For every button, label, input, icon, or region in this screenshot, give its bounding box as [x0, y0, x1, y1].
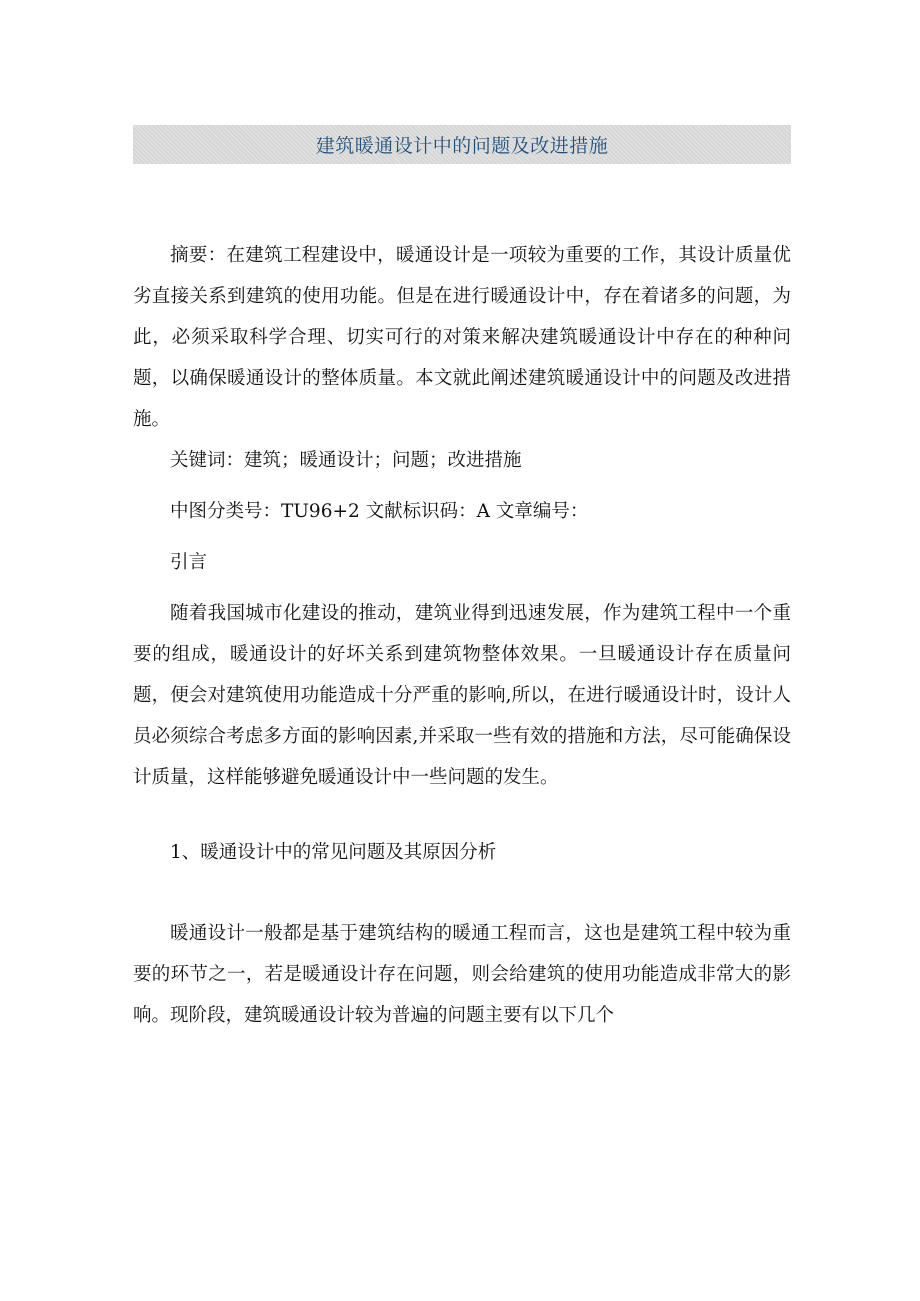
document-title: 建筑暖通设计中的问题及改进措施 [315, 135, 609, 157]
title-banner [133, 125, 791, 164]
abstract-paragraph: 摘要：在建筑工程建设中，暖通设计是一项较为重要的工作，其设计质量优劣直接关系到建筑的使用功能。但是在进行暖通设计中，存在着诸多的问题，为此，必须采取科学合理、切实可行的对策来解决建筑暖通设计中存在的种种问题，以确保暖通设计的整体质量。本文就此阐述建筑暖通设计中的问题及改进措施。 [133, 245, 791, 430]
intro-paragraph: 随着我国城市化建设的推动，建筑业得到迅速发展，作为建筑工程中一个重要的组成，暖通设计的好坏关系到建筑物整体效果。一旦暖通设计存在质量问题，便会对建筑使用功能造成十分严重的影响,所以，在进行暖通设计时，设计人员必须综合考虑多方面的影响因素,并采取一些有效的措施和方法，尽可能确保设计质量，这样能够避免暖通设计中一些问题的发生。 [133, 603, 791, 788]
intro-heading: 引言 [170, 552, 208, 573]
document-body [133, 235, 791, 1036]
section1-heading: 1、暖通设计中的常见问题及其原因分析 [170, 842, 497, 863]
keywords-line: 关键词：建筑；暖通设计；问题；改进措施 [170, 450, 522, 471]
section1-paragraph: 暖通设计一般都是基于建筑结构的暖通工程而言，这也是建筑工程中较为重要的环节之一，若是暖通设计存在问题，则会给建筑的使用功能造成非常大的影响。现阶段，建筑暖通设计较为普遍的问题主要有以下几个 [133, 923, 791, 1026]
classification-line: 中图分类号：TU96+2 文献标识码：A 文章编号： [170, 501, 589, 522]
